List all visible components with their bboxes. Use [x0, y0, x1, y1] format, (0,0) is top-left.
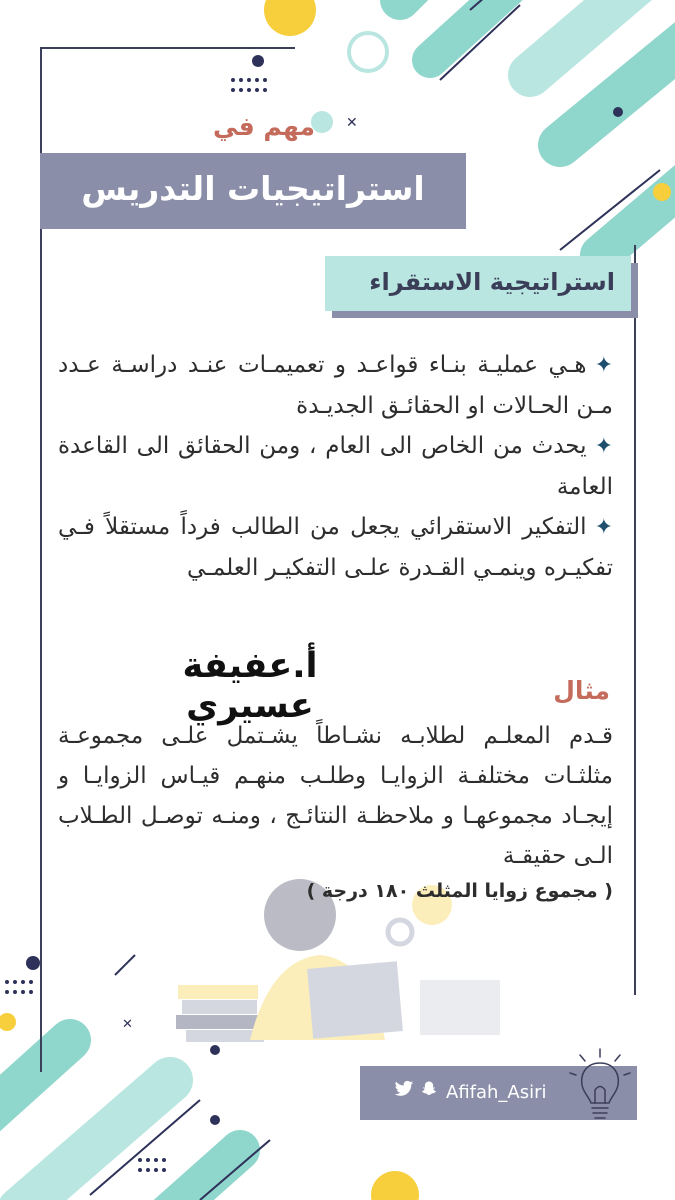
title-banner [40, 153, 466, 229]
example-label: مثال [553, 676, 610, 705]
study-illustration [176, 879, 500, 1042]
author-name: أ.عفيفة عسيري [182, 646, 318, 726]
example-text: قـدم المعلـم لطلابـه نشـاطاً يشـتمل علـى مجموعـة مثلثـات مختلفـة الزوايـا وطلـب منهـم قيـاس الزوايـا و إيجـاد مجموعهـا و ملاحظـة النتائـج ، ومنـه توصـل الطـلاب الـى حقيقـة [58, 723, 613, 869]
frame-right-line [634, 245, 636, 995]
header-subtitle: مهم في [213, 112, 315, 141]
bullet-list [58, 345, 613, 588]
section-heading: استراتيجية الاستقراء [369, 268, 615, 296]
four-point-star-icon: ✦ [594, 515, 613, 540]
bullet-text: التفكير الاستقرائي يجعل من الطالب فرداً مستقلاً فـي تفكيـره وينمـي القـدرة علـى التفكيـر العلمـي [58, 514, 613, 581]
svg-text:✕: ✕ [346, 115, 358, 131]
bullet-item [58, 426, 613, 507]
page-title: استراتيجيات التدريس [81, 169, 425, 208]
frame-top-line [40, 47, 295, 49]
svg-text:✕: ✕ [122, 1017, 133, 1032]
social-handle: Afifah_Asiri [446, 1082, 547, 1103]
example-note: ( مجموع زوايا المثلث ١٨٠ درجة ) [306, 880, 613, 902]
snapchat-icon[interactable] [420, 1080, 438, 1098]
yellow-circle [264, 0, 316, 36]
bullet-text: هـي عمليـة بنـاء قواعـد و تعميمـات عنـد دراسـة عـدد مـن الحـالات او الحقائـق الجديـدة [58, 352, 613, 419]
bullet-text: يحدث من الخاص الى العام ، ومن الحقائق الى القاعدة العامة [58, 433, 613, 500]
bullet-item [58, 345, 613, 426]
section-heading-box [325, 256, 631, 311]
twitter-icon[interactable] [394, 1080, 414, 1098]
example-text-block [58, 716, 613, 876]
lightbulb-icon [565, 1045, 635, 1130]
four-point-star-icon: ✦ [594, 434, 613, 459]
bullet-item [58, 507, 613, 588]
four-point-star-icon: ✦ [594, 353, 613, 378]
